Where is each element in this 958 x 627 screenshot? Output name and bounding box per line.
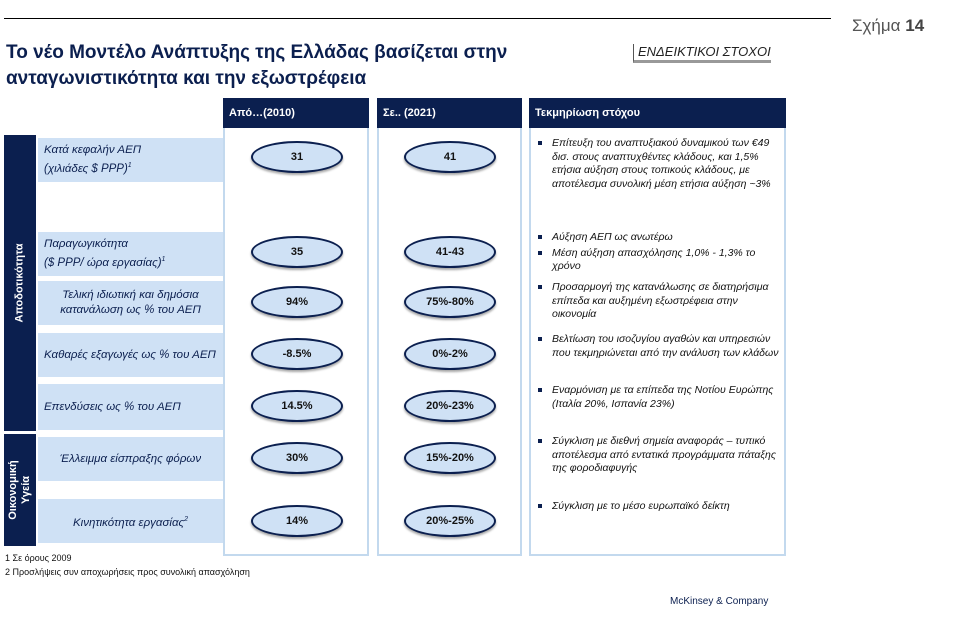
- footnote-ref: 2: [184, 515, 189, 523]
- rationale-item: Σύγκλιση με διεθνή σημεία αναφοράς – τυπικό αποτέλεσμα από εντατικά προγράμματα πάταξης της φοροδιαφυγής: [536, 435, 781, 476]
- footnote-1: 1 Σε όρους 2009: [5, 553, 72, 563]
- row-title: Παραγωγικότητα: [44, 238, 128, 251]
- row-label: [38, 281, 223, 325]
- rationale-item: Επίτευξη του αναπτυξιακού δυναμικού των €49 δισ. στους αναπτυχθέντες κλάδους, και 1,5% ετήσια αύξηση στους τοπικούς κλάδους, με αποτέλεσμα συνολική μέση ετήσια αύξηση ~3%: [536, 137, 781, 191]
- rationale-list: [536, 231, 781, 276]
- row-title: Καθαρές εξαγωγές ως % του ΑΕΠ: [44, 348, 216, 361]
- row-label: [38, 437, 223, 481]
- footnote-2: 2 Προσλήψεις συν αποχωρήσεις προς συνολική απασχόληση: [5, 567, 250, 577]
- rationale-item: Προσαρμογή της κατανάλωσης σε διατηρήσιμα επίπεδα και αυξημένη εξωστρέφεια στην οικονομία: [536, 281, 781, 322]
- rationale-list: [536, 384, 781, 413]
- row-title: Κινητικότητα εργασίας: [72, 516, 185, 529]
- group-health-label: Οικονομική Υγεία: [7, 460, 32, 520]
- rationale-item: Εναρμόνιση με τα επίπεδα της Νοτίου Ευρώπης (Ιταλία 20%, Ισπανία 23%): [536, 384, 781, 411]
- group-health: [4, 434, 36, 546]
- row-subtitle: ($ PPP/ ώρα εργασίας): [44, 256, 162, 269]
- group-efficiency: [4, 135, 36, 431]
- value-from: 35: [251, 236, 343, 268]
- top-rule: [4, 18, 831, 19]
- value-to: 15%-20%: [404, 442, 496, 474]
- rationale-item: Μέση αύξηση απασχόλησης 1,0% - 1,3% το χρόνο: [536, 247, 781, 274]
- rationale-item: Σύγκλιση με το μέσο ευρωπαϊκό δείκτη: [536, 500, 781, 514]
- footnote-ref: 1: [127, 162, 132, 170]
- value-to: 75%-80%: [404, 286, 496, 318]
- figure-label: Σχήμα: [852, 16, 901, 35]
- row-label: [38, 384, 223, 430]
- rationale-list: [536, 435, 781, 478]
- value-from: 30%: [251, 442, 343, 474]
- rationale-list: [536, 137, 781, 193]
- row-label: [38, 333, 223, 377]
- value-from: -8.5%: [251, 338, 343, 370]
- indicative-targets-tag: ΕΝΔΕΙΚΤΙΚΟΙ ΣΤΟΧΟΙ: [633, 44, 771, 63]
- value-to: 0%-2%: [404, 338, 496, 370]
- rationale-list: [536, 500, 781, 516]
- row-label: [38, 499, 223, 543]
- value-to: 41-43: [404, 236, 496, 268]
- value-from: 14.5%: [251, 390, 343, 422]
- row-label: [38, 138, 223, 182]
- row-title: Κατά κεφαλήν ΑΕΠ: [44, 144, 142, 157]
- row-title: Τελική ιδιωτική και δημόσια κατανάλωση ως % του ΑΕΠ: [60, 289, 201, 316]
- column-header-from: Από…(2010): [223, 98, 369, 128]
- figure-index: 14: [905, 16, 925, 35]
- rationale-list: [536, 281, 781, 324]
- rationale-list: [536, 333, 781, 362]
- column-header-to: Σε.. (2021): [377, 98, 522, 128]
- rationale-item: Αύξηση ΑΕΠ ως ανωτέρω: [536, 231, 781, 245]
- brand-name: McKinsey & Company: [670, 596, 769, 607]
- row-label: [38, 232, 223, 276]
- value-to: 20%-25%: [404, 505, 496, 537]
- column-header-rationale: Τεκμηρίωση στόχου: [529, 98, 786, 128]
- row-subtitle: (χιλιάδες $ PPP): [44, 162, 128, 175]
- group-efficiency-label: Αποδοτικότητα: [13, 243, 26, 323]
- row-title: Έλλειμμα είσπραξης φόρων: [59, 452, 202, 465]
- value-to: 20%-23%: [404, 390, 496, 422]
- value-to: 41: [404, 141, 496, 173]
- value-from: 31: [251, 141, 343, 173]
- value-from: 14%: [251, 505, 343, 537]
- page-title: Το νέο Μοντέλο Ανάπτυξης της Ελλάδας βασίζεται στην ανταγωνιστικότητα και την εξωστρέφεια: [6, 42, 508, 89]
- row-title: Επενδύσεις ως % του ΑΕΠ: [44, 400, 181, 413]
- figure-number: [852, 16, 924, 36]
- footnote-ref: 1: [161, 256, 166, 264]
- rationale-item: Βελτίωση του ισοζυγίου αγαθών και υπηρεσιών που τεκμηριώνεται από την ανάλυση των κλάδων: [536, 333, 781, 360]
- value-from: 94%: [251, 286, 343, 318]
